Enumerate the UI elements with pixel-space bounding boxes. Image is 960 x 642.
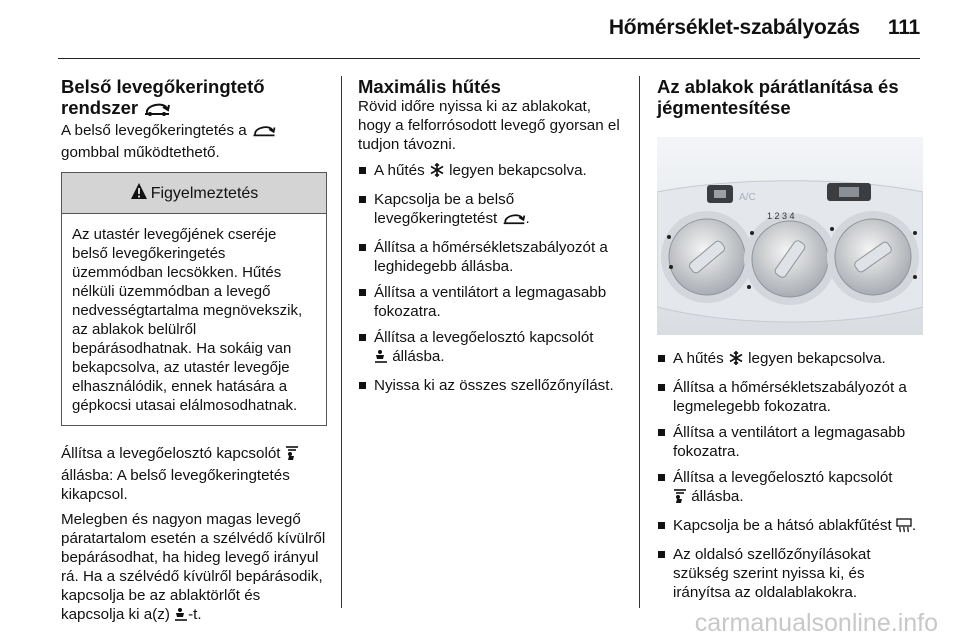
air-distribution-icon [673,488,687,509]
list-item: A hűtés legyen bekapcsolva. [657,349,925,371]
snowflake-icon [728,350,744,371]
column-divider [639,76,640,608]
air-distribution-icon [374,349,388,369]
fogging-paragraph: Melegben és nagyon magas levegő páratartalom esetén a szélvédő kívülről bepárásodhat, ha hideg levegő irányul rá. Ha a szélvédő kívülről bepárásodik, kapcsolja be az ablaktörlőt és kapcsolja ki a(z) -t. [61,510,327,627]
warning-box [61,172,327,426]
section-heading-recirculation: Belső levegőkeringtető rendszer [61,76,327,121]
page-number: 111 [887,16,920,39]
rear-window-heating-icon [896,517,912,538]
warning-text: Az utastér levegőjének cseréje belső levegőkeringetés üzemmódban lecsökken. Hűtés nélküli üzemmódban a levegő nedvességtartalma megnövekszik, az ablakok belülről bepárásodhatnak. Ha sokáig van bekapcsolva, az utastér levegője elhasználódik, ennek hatására a gépkocsi utasai elálmosodhatnak. [72,226,303,414]
recirculation-icon [251,124,277,143]
snowflake-icon [429,162,445,183]
page-header [609,16,920,40]
recirculation-icon [502,212,526,231]
list-item: Állítsa a hőmérsékletszabályozót a legmelegebb fokozatra. [657,378,925,416]
section-heading-defrost: Az ablakok párátlanítása és jégmentesítése [657,76,899,118]
defrost-steps [657,349,925,602]
watermark: carmanualsonline.info [694,609,938,637]
page-title: Hőmérséklet-szabályozás [608,16,860,39]
list-item: A hűtés legyen bekapcsolva. [358,161,626,183]
warning-title: Figyelmeztetés [150,184,259,202]
svg-text:A/C: A/C [739,192,756,203]
list-item: Állítsa a ventilátort a legmagasabb fokozatra. [358,283,626,321]
column-max-cooling [358,76,626,395]
list-item: Állítsa a levegőelosztó kapcsolót állásba. [358,328,626,369]
air-distribution-icon [174,607,188,627]
list-item: Kapcsolja be a hátsó ablakfűtést . [657,516,925,538]
max-cooling-intro: Rövid időre nyissa ki az ablakokat, hogy a felforrósodott levegő gyorsan el tudjon távozni. [358,98,620,153]
warning-header [62,173,326,214]
list-item: Állítsa a ventilátort a legmagasabb fokozatra. [657,423,925,461]
max-cooling-steps [358,161,626,395]
header-rule [58,58,920,59]
recirculation-intro: A belső levegőkeringtetés a gombbal működtethető. [61,121,327,162]
warning-icon [130,182,148,205]
list-item: Állítsa a levegőelosztó kapcsolót állásba. [657,468,925,509]
list-item: Kapcsolja be a belső levegőkeringtetést . [358,190,626,231]
list-item: Állítsa a hőmérsékletszabályozót a leghidegebb állásba. [358,238,626,276]
section-heading-max-cooling: Maximális hűtés [358,76,501,97]
recirculation-icon [143,100,171,121]
air-distribution-icon [285,445,299,466]
column-defrost [657,76,925,602]
column-divider [341,76,342,608]
column-recirculation [61,76,327,627]
climate-control-panel-image [657,137,923,335]
list-item: Nyissa ki az összes szellőzőnyílást. [358,376,626,395]
list-item: Az oldalsó szellőzőnyílásokat szükség szerint nyissa ki, és irányítsa az oldalablakokra. [657,545,925,602]
svg-text:1 2 3 4: 1 2 3 4 [767,211,795,221]
air-distribution-paragraph: Állítsa a levegőelosztó kapcsolót állásba: A belső levegőkeringtetés kikapcsol. [61,444,327,504]
